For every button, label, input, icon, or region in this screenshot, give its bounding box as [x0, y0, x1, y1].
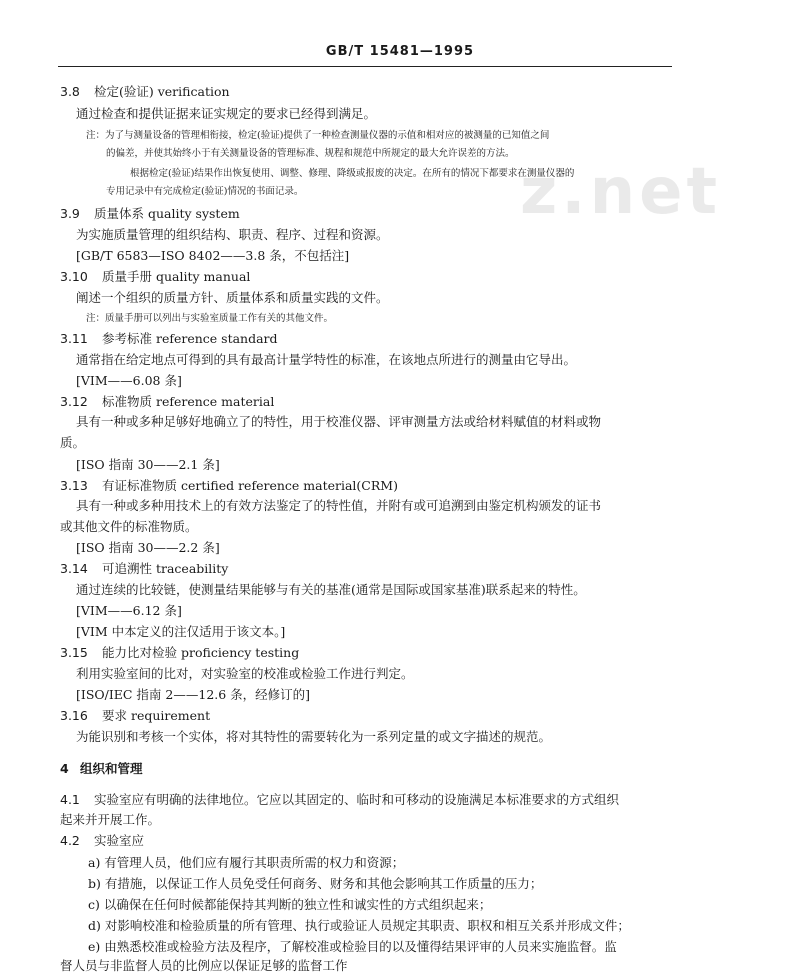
clause-body: 实验室应有明确的法律地位。它应以其固定的、临时和可移动的设施满足本标准要求的方式组织 [94, 792, 620, 807]
clause-number: 3.15 [60, 645, 88, 660]
watermark: z.net [520, 155, 722, 229]
clause-number: 3.8 [60, 84, 80, 99]
clause-title: 质量体系 quality system [94, 206, 240, 221]
clause-title: 检定(验证) verification [94, 84, 230, 99]
clause-number: 3.14 [60, 561, 88, 576]
clause-body: 阐述一个组织的质量方针、质量体系和质量实践的文件。 [76, 290, 389, 305]
clause-reference: [GB/T 6583—ISO 8402——3.8 条，不包括注] [76, 248, 350, 263]
clause-title: 参考标准 reference standard [102, 331, 278, 346]
clause-note: 根据检定(验证)结果作出恢复使用、调整、修理、降级或报废的决定。在所有的情况下都要求在测量仪器的 [130, 168, 575, 179]
clause-reference: [ISO/IEC 指南 2——12.6 条，经修订的] [76, 687, 311, 702]
clause-body: 质。 [60, 435, 86, 450]
clause-body: 为能识别和考核一个实体，将对其特性的需要转化为一系列定量的或文字描述的规范。 [76, 729, 552, 744]
clause-reference: [VIM 中本定义的注仅适用于该文本。] [76, 624, 286, 639]
clause-note: 注：为了与测量设备的管理相衔接，检定(验证)提供了一种检查测量仪器的示值和相对应的被测量的已知值之间 [86, 130, 550, 141]
clause-title: 标准物质 reference material [102, 394, 275, 409]
clause-body: 具有一种或多种足够好地确立了的特性，用于校准仪器、评审测量方法或给材料赋值的材料或物 [76, 414, 602, 429]
clause-note: 注：质量手册可以列出与实验室质量工作有关的其他文件。 [86, 313, 334, 324]
clause-note: 专用记录中有完成检定(验证)情况的书面记录。 [106, 186, 304, 197]
clause-body: 具有一种或多种用技术上的有效方法鉴定了的特性值，并附有或可追溯到由鉴定机构颁发的证书 [76, 498, 602, 513]
clause-title: 质量手册 quality manual [102, 269, 251, 284]
clause-title: 有证标准物质 certified reference material(CRM) [102, 478, 398, 493]
clause-number: 4.2 [60, 833, 80, 848]
list-item: b) 有措施，以保证工作人员免受任何商务、财务和其他会影响其工作质量的压力； [88, 876, 543, 891]
list-item: c) 以确保在任何时候都能保持其判断的独立性和诚实性的方式组织起来； [88, 897, 492, 912]
clause-title: 可追溯性 traceability [102, 561, 229, 576]
clause-title: 实验室应 [94, 833, 145, 848]
clause-number: 3.13 [60, 478, 88, 493]
clause-note: 的偏差，并使其始终小于有关测量设备的管理标准、规程和规范中所规定的最大允许误差的方法。 [106, 148, 515, 159]
clause-reference: [VIM——6.12 条] [76, 603, 182, 618]
clause-number: 4.1 [60, 792, 80, 807]
list-item: e) 由熟悉校准或检验方法及程序，了解校准或检验目的以及懂得结果评审的人员来实施监督。监 [88, 939, 617, 954]
clause-body: 起来并开展工作。 [60, 812, 161, 827]
clause-number: 3.12 [60, 394, 88, 409]
list-item: a) 有管理人员，他们应有履行其职责所需的权力和资源； [88, 855, 405, 870]
clause-body: 为实施质量管理的组织结构、职责、程序、过程和资源。 [76, 227, 389, 242]
clause-reference: [VIM——6.08 条] [76, 373, 182, 388]
list-item: d) 对影响校准和检验质量的所有管理、执行或验证人员规定其职责、职权和相互关系并形成文件； [88, 918, 630, 933]
clause-body: 通过连续的比较链，使测量结果能够与有关的基准(通常是国际或国家基准)联系起来的特性。 [76, 582, 586, 597]
clause-number: 3.16 [60, 708, 88, 723]
page-header: GB/T 15481—1995 [325, 44, 475, 59]
clause-reference: [ISO 指南 30——2.1 条] [76, 457, 220, 472]
section-number: 4 [60, 761, 69, 776]
clause-number: 3.9 [60, 206, 80, 221]
clause-reference: [ISO 指南 30——2.2 条] [76, 540, 220, 555]
header-rule [58, 66, 672, 67]
clause-body: 通常指在给定地点可得到的具有最高计量学特性的标准，在该地点所进行的测量由它导出。 [76, 352, 577, 367]
clause-title: 要求 requirement [102, 708, 211, 723]
clause-body: 通过检查和提供证据来证实规定的要求已经得到满足。 [76, 106, 377, 121]
clause-body: 或其他文件的标准物质。 [60, 519, 198, 534]
section-title: 组织和管理 [80, 761, 143, 776]
clause-number: 3.11 [60, 331, 88, 346]
list-item: 督人员与非监督人员的比例应以保证足够的监督工作 [60, 958, 348, 973]
clause-number: 3.10 [60, 269, 88, 284]
clause-title: 能力比对检验 proficiency testing [102, 645, 300, 660]
clause-body: 利用实验室间的比对，对实验室的校准或检验工作进行判定。 [76, 666, 414, 681]
